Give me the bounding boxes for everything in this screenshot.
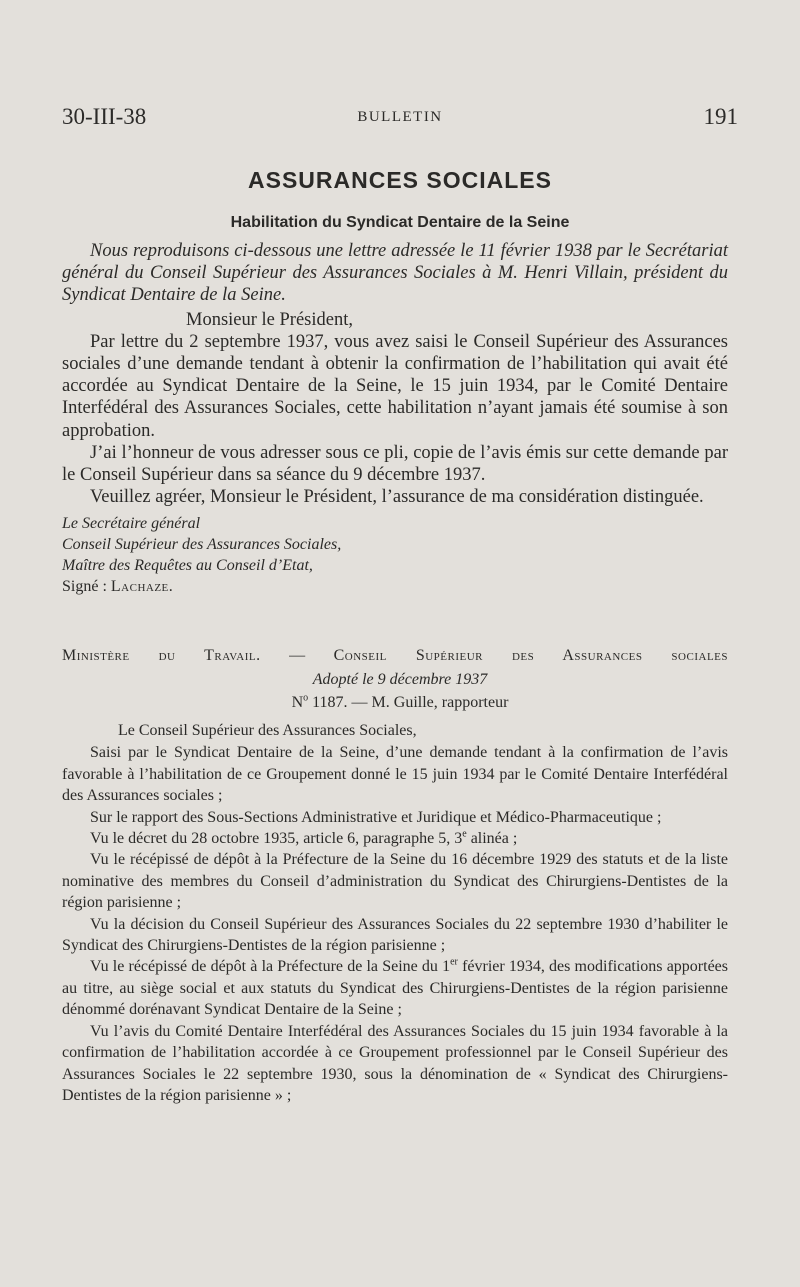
header-date: 30-III-38 [62, 104, 147, 129]
ministry-heading [62, 647, 728, 665]
consideration-paragraph: Vu l’avis du Comité Dentaire Interfédéral des Assurances Sociales du 15 juin 1934 favorable à la confirmation de l’habilitation accordée à ce Groupement professionnel par le Conseil Supérieur des Assurances Sociales le 22 septembre 1930, sous la dénomination de « Syndicat des Chirurgiens-Dentistes de la région parisienne » ; [62, 1022, 728, 1104]
signed-label: Signé : [62, 578, 111, 596]
signature-line: Conseil Supérieur des Assurances Sociales, [62, 536, 342, 554]
letter-salutation: Monsieur le Président, [186, 309, 353, 330]
ministry-dash: — [289, 647, 306, 664]
header-title: BULLETIN [357, 109, 443, 125]
signed-line [62, 576, 728, 597]
consideration-paragraph: Sur le rapport des Sous-Sections Administrative et Juridique et Médico-Pharmaceutique ; [90, 808, 662, 826]
letter-paragraph: Par lettre du 2 septembre 1937, vous avez saisi le Conseil Supérieur des Assurances sociales d’une demande tendant à obtenir la confirmation de l’habilitation qui avait été accordée au Syndicat Dentaire de la Seine, le 15 juin 1934, par le Comité Dentaire Interfédéral des Assurances Sociales, cette habilitation n’ayant jamais été soumise à son approbation. [62, 331, 728, 441]
intro-paragraph: Nous reproduisons ci-dessous une lettre adressée le 11 février 1938 par le Secrétariat général du Conseil Supérieur des Assurances Sociales à M. Henri Villain, président du Syndicat Dentaire de la Seine. [62, 241, 728, 306]
consideration-paragraph: Saisi par le Syndicat Dentaire de la Seine, d’une demande tendant à la confirmation de l’avis favorable à l’habilitation de ce Groupement donné le 15 juin 1934 par le Comité Dentaire Interfédéral des Assurances sociales ; [62, 744, 728, 805]
section-title: ASSURANCES SOCIALES [248, 167, 552, 193]
decision-section [62, 720, 728, 1106]
letter-section [62, 240, 728, 597]
signature-line: Maître des Requêtes au Conseil d’Etat, [62, 557, 313, 575]
council-intro: Le Conseil Supérieur des Assurances Sociales, [118, 722, 417, 739]
signature-block [62, 513, 728, 597]
consideration-paragraph: Vu le décret du 28 octobre 1935, article 6, paragraphe 5, 3e alinéa ; [90, 828, 518, 848]
ministry-name: Ministère du Travail. [62, 647, 261, 664]
signature-line: Le Secrétaire général [62, 515, 201, 533]
council-name: Conseil Supérieur des Assurances sociales [333, 647, 728, 664]
consideration-paragraph: Vu le récépissé de dépôt à la Préfecture de la Seine du 1er février 1934, des modifications apportées au titre, au siège social et aux statuts du Syndicat des Chirurgiens-Dentistes de la région parisienne dénommé dorénavant Syndicat Dentaire de la Seine ; [62, 957, 729, 1019]
running-header [62, 104, 738, 138]
page-number: 191 [703, 104, 738, 129]
adoption-date: Adopté le 9 décembre 1937 [312, 671, 488, 688]
consideration-paragraph: Vu le récépissé de dépôt à la Préfecture de la Seine du 16 décembre 1929 des statuts et de la liste nominative des membres du Conseil d’administration du Syndicat des Chirurgiens-Dentistes de la région parisienne ; [62, 851, 728, 912]
consideration-paragraph: Vu la décision du Conseil Supérieur des Assurances Sociales du 22 septembre 1930 d’habiliter le Syndicat des Chirurgiens-Dentistes de la région parisienne ; [62, 915, 728, 955]
section-subtitle: Habilitation du Syndicat Dentaire de la Seine [230, 214, 570, 231]
letter-paragraph: Veuillez agréer, Monsieur le Président, l’assurance de ma considération distinguée. [90, 487, 704, 508]
letter-paragraph: J’ai l’honneur de vous adresser sous ce pli, copie de l’avis émis sur cette demande par le Conseil Supérieur dans sa séance du 9 décembre 1937. [62, 442, 728, 486]
signatory-name: Lachaze. [110, 578, 174, 596]
decision-number: $N^o$ 1187. — M. Guille, rapporteur [291, 692, 509, 711]
